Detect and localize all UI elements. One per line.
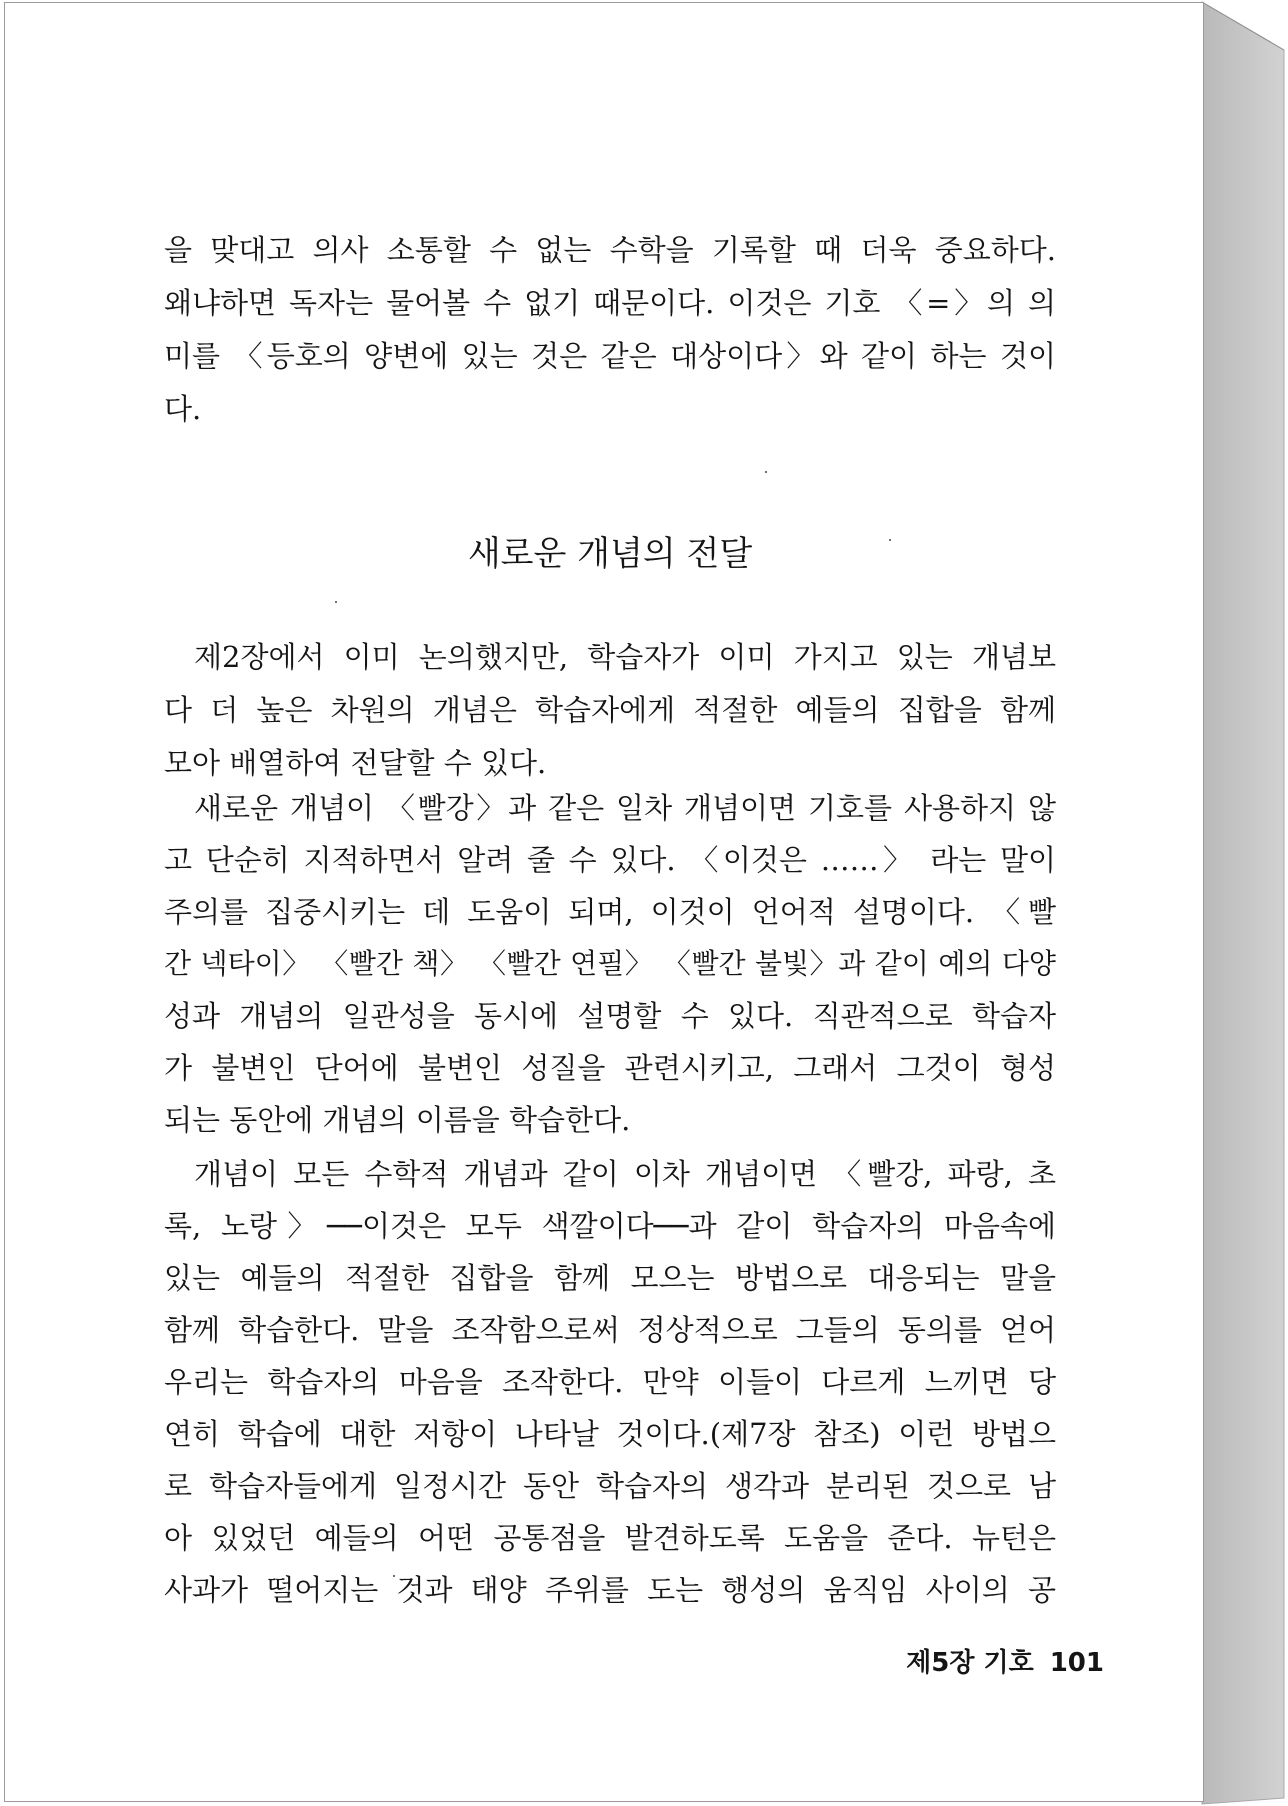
text-line: 다. — [164, 392, 202, 426]
text-line: 연히 학습에 대한 저항이 나타날 것이다.(제7장 참조) 이런 방법으 — [164, 1417, 1056, 1451]
text-line: 간 넥타이〉 〈빨간 책〉 〈빨간 연필〉 〈빨간 불빛〉과 같이 예의 다양 — [164, 947, 1056, 980]
text-line: 가 불변인 단어에 불변인 성질을 관련시키고, 그래서 그것이 형성 — [164, 1051, 1056, 1085]
text-line: 다 더 높은 차원의 개념은 학습자에게 적절한 예들의 집합을 함께 — [164, 693, 1056, 727]
section-heading: 새로운 개념의 전달 — [467, 534, 753, 574]
text-line: 을 맞대고 의사 소통할 수 없는 수학을 기록할 때 더욱 중요하다. — [164, 233, 1056, 267]
scan-speck — [765, 471, 767, 473]
text-line: 로 학습자들에게 일정시간 동안 학습자의 생각과 분리된 것으로 남 — [164, 1469, 1056, 1503]
text-line: 제2장에서 이미 논의했지만, 학습자가 이미 가지고 있는 개념보 — [194, 640, 1056, 674]
text-line: 사과가 떨어지는 것과 태양 주위를 도는 행성의 움직임 사이의 공 — [164, 1573, 1056, 1607]
text-line: 개념이 모든 수학적 개념과 같이 이차 개념이면 〈빨강, 파랑, 초 — [194, 1157, 1056, 1191]
page-footer — [906, 1642, 1104, 1679]
text-line: 모아 배열하여 전달할 수 있다. — [164, 746, 547, 780]
text-line: 새로운 개념이 〈빨강〉과 같은 일차 개념이면 기호를 사용하지 않 — [194, 791, 1056, 825]
text-line: 고 단순히 지적하면서 알려 줄 수 있다. 〈이것은 ……〉 라는 말이 — [164, 843, 1056, 877]
text-line: 아 있었던 예들의 어떤 공통점을 발견하도록 도움을 준다. 뉴턴은 — [164, 1521, 1056, 1555]
text-line: 주의를 집중시키는 데 도움이 되며, 이것이 언어적 설명이다. 〈빨 — [164, 895, 1056, 929]
text-line: 우리는 학습자의 마음을 조작한다. 만약 이들이 다르게 느끼면 당 — [164, 1365, 1056, 1399]
page-number: 101 — [1049, 1648, 1104, 1678]
text-line: 성과 개념의 일관성을 동시에 설명할 수 있다. 직관적으로 학습자 — [164, 999, 1056, 1033]
chapter-label: 제5장 기호 — [906, 1648, 1034, 1678]
text-line: 왜냐하면 독자는 물어볼 수 없기 때문이다. 이것은 기호 〈=〉의 의 — [164, 286, 1056, 320]
text-line: 미를 〈등호의 양변에 있는 것은 같은 대상이다〉와 같이 하는 것이 — [164, 339, 1056, 373]
text-line: 함께 학습한다. 말을 조작함으로써 정상적으로 그들의 동의를 얻어 — [164, 1313, 1056, 1347]
text-line: 록, 노랑〉──이것은 모두 색깔이다──과 같이 학습자의 마음속에 — [164, 1209, 1056, 1243]
text-line: 되는 동안에 개념의 이름을 학습한다. — [164, 1103, 631, 1137]
text-line: 있는 예들의 적절한 집합을 함께 모으는 방법으로 대응되는 말을 — [164, 1261, 1056, 1295]
scan-speck — [335, 601, 337, 603]
